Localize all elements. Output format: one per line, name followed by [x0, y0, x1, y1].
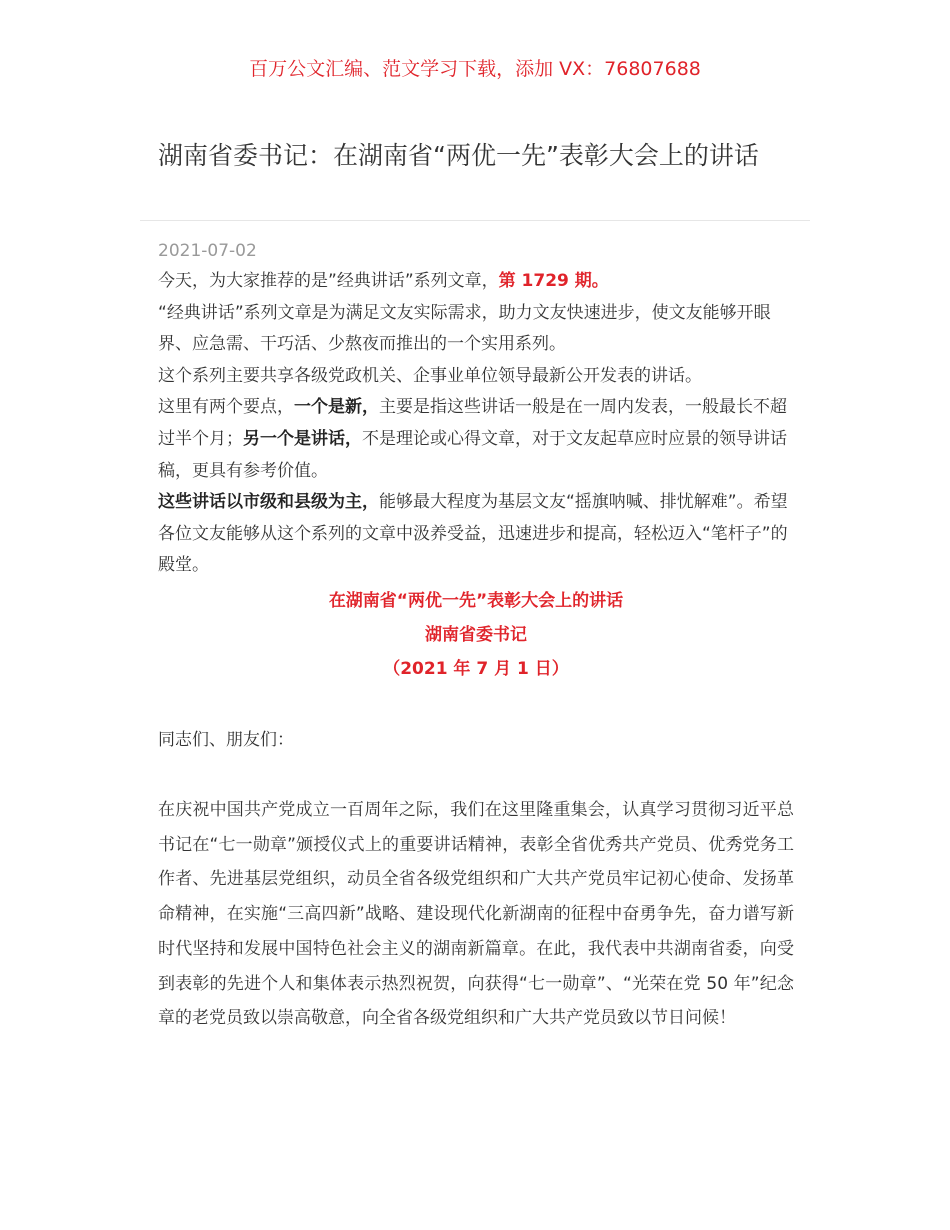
intro-text: 不是理论或心得文章，对于文友起草应时应景的领导讲话稿，更具有参考价值。: [158, 428, 787, 481]
speech-greeting: 同志们、朋友们：: [158, 730, 294, 750]
intro-text: 主要是指这些讲话一般是在一周内发表，一般最长不超过半个月；: [158, 397, 787, 449]
intro-paragraph: [158, 392, 794, 487]
intro-text: ”系列文章，: [404, 271, 499, 291]
series-name: 经典讲话: [166, 302, 235, 323]
key-point: 这些讲话以市级和县级为主，: [158, 492, 379, 513]
series-name: 经典讲话: [336, 271, 405, 291]
intro-text: “: [158, 302, 167, 323]
intro-paragraph: [158, 266, 794, 298]
speech-speaker: 湖南省委书记: [425, 625, 527, 645]
speech-date: （2021 年 7 月 1 日）: [383, 659, 569, 679]
intro-text: 这里有两个要点，: [158, 397, 294, 418]
title-divider: [140, 220, 810, 221]
intro-paragraph: [158, 298, 794, 361]
publish-date: 2021-07-02: [158, 241, 257, 261]
article-title: 湖南省委书记：在湖南省“两优一先”表彰大会上的讲话: [158, 141, 759, 170]
intro-paragraph: 这个系列主要共享各级党政机关、企事业单位领导最新公开发表的讲话。: [158, 365, 702, 386]
key-point: 另一个是讲话，: [243, 428, 362, 449]
intro-text: ”系列文章是为满足文友实际需求，助力文友快速进步，使文友能够开眼界、应急需、干巧活、少熬夜而推出的一个实用系列。: [158, 302, 771, 355]
key-point: 一个是新，: [294, 397, 379, 418]
intro-section: [158, 266, 794, 582]
issue-number: 第 1729 期。: [498, 271, 609, 291]
speech-heading: 在湖南省“两优一先”表彰大会上的讲话: [328, 591, 624, 611]
intro-paragraph: [158, 487, 794, 582]
intro-text: 能够最大程度为基层文友“摇旗呐喊、排忧解难”。希望各位文友能够从这个系列的文章中汲养受益，迅速进步和提高，轻松迈入“笔杆子”的殿堂。: [158, 492, 788, 576]
intro-text: 今天，为大家推荐的是”: [158, 271, 337, 291]
promo-banner: 百万公文汇编、范文学习下载，添加 VX：76807688: [249, 58, 701, 80]
speech-paragraph: 在庆祝中国共产党成立一百周年之际，我们在这里隆重集会，认真学习贯彻习近平总书记在“七一勋章”颁授仪式上的重要讲话精神，表彰全省优秀共产党员、优秀党务工作者、先进基层党组织，动员全省各级党组织和广大共产党员牢记初心使命、发扬革命精神，在实施“三高四新”战略、建设现代化新湖南的征程中奋勇争先，奋力谱写新时代坚持和发展中国特色社会主义的湖南新篇章。在此，我代表中共湖南省委，向受到表彰的先进个人和集体表示热烈祝贺，向获得“七一勋章”、“光荣在党 50 年”纪念章的老党员致以崇高敬意，向全省各级党组织和广大共产党员致以节日问候！: [158, 800, 794, 1029]
